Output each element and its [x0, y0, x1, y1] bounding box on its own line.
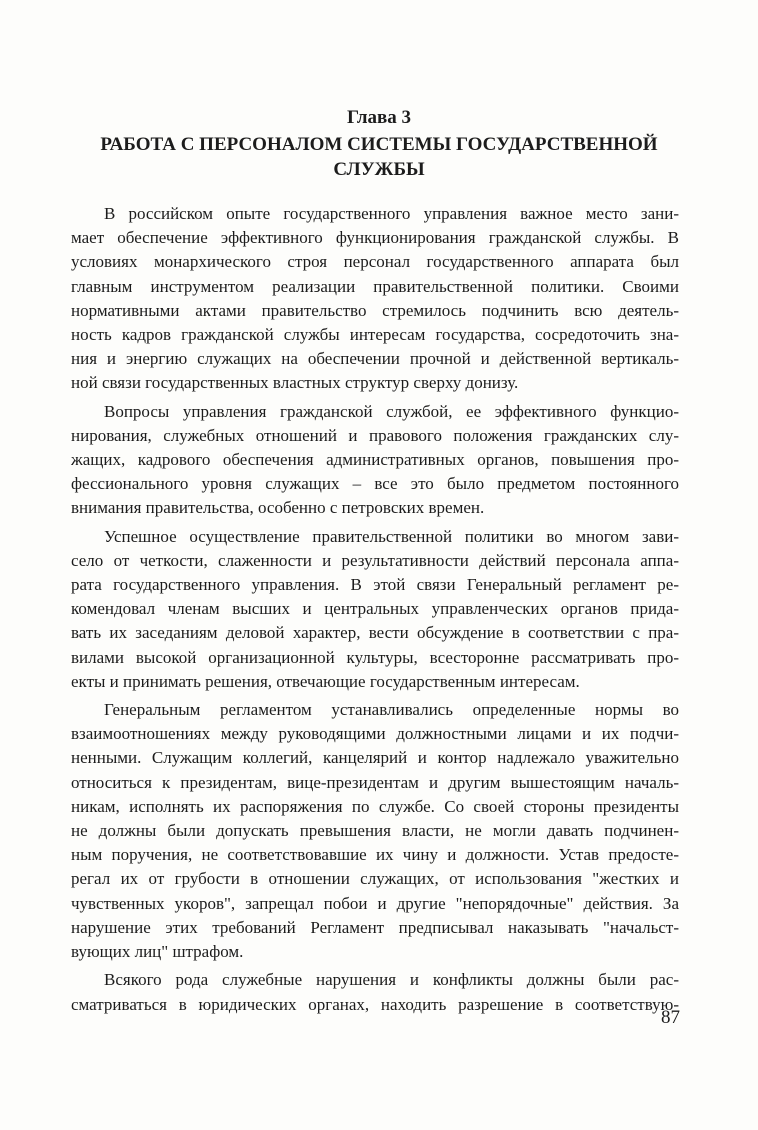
paragraph-line: нарушение этих требований Регламент предписывал наказывать "начальст- — [71, 917, 679, 937]
paragraph-line: вующих лиц" штрафом. — [71, 942, 244, 962]
paragraph-line: Генеральным регламентом устанавливались определенные нормы во — [104, 700, 679, 720]
paragraph-line: вилами высокой организационной культуры, всесторонне рассматривать про- — [71, 647, 679, 667]
paragraph-line: Вопросы управления гражданской службой, ее эффективного функцио- — [104, 401, 679, 421]
paragraph-line: село от четкости, слаженности и результативности действий персонала аппа- — [71, 550, 679, 570]
paragraph-line: сматриваться в юридических органах, находить разрешение в соответствую- — [71, 994, 679, 1014]
paragraph-line: Успешное осуществление правительственной политики во многом зави- — [104, 526, 679, 546]
paragraph — [71, 400, 679, 521]
paragraph — [71, 968, 679, 1016]
paragraph-line: вать их заседаниям деловой характер, вести обсуждение в соответствии с пра- — [71, 623, 679, 643]
paragraph-line: В российском опыте государственного управления важное место зани- — [104, 204, 679, 223]
chapter-title-line: РАБОТА С ПЕРСОНАЛОМ СИСТЕМЫ ГОСУДАРСТВЕННОЙ — [100, 134, 658, 155]
paragraph-line: ния и энергию служащих на обеспечении прочной и действенной вертикаль- — [71, 349, 679, 369]
paragraph-line: никам, исполнять их распоряжения по службе. Со своей стороны президенты — [71, 796, 679, 816]
paragraph-line: жащих, кадрового обеспечения административных органов, повышения про- — [71, 450, 679, 470]
body-text — [71, 202, 679, 1021]
paragraph — [71, 202, 679, 396]
chapter-title-line: СЛУЖБЫ — [333, 159, 425, 180]
paragraph-line: екты и принимать решения, отвечающие государственным интересам. — [71, 671, 580, 691]
chapter-label: Глава 3 — [346, 107, 412, 128]
paragraph-line: регал их от грубости в отношении служащих, от использования "жестких и — [71, 869, 679, 889]
paragraph — [71, 698, 679, 964]
paragraph-line: ненными. Служащим коллегий, канцелярий и контор надлежало уважительно — [71, 748, 679, 768]
paragraph-line: фессионального уровня служащих – все это было предметом постоянного — [71, 474, 679, 494]
paragraph-line: нормативными актами правительство стремилось подчинить всю деятель- — [71, 300, 679, 320]
paragraph-line: ной связи государственных властных структур сверху донизу. — [71, 373, 519, 393]
paragraph-line: не должны были допускать превышения власти, не могли давать подчинен- — [71, 821, 679, 841]
paragraph-line: ность кадров гражданской службы интересам государства, сосредоточить зна- — [71, 325, 679, 345]
paragraph-line: нирования, служебных отношений и правового положения гражданских слу- — [71, 425, 679, 445]
paragraph-line: ным поручения, не соответствовавшие их чину и должности. Устав предосте- — [71, 845, 679, 865]
chapter-title — [0, 132, 758, 182]
paragraph-line: главным инструментом реализации правительственной политики. Своими — [71, 276, 679, 296]
paragraph-line: мает обеспечение эффективного функционирования гражданской службы. В — [71, 228, 679, 248]
paragraph — [71, 525, 679, 694]
paragraph-line: внимания правительства, особенно с петровских времен. — [71, 498, 485, 518]
page-number: 87 — [661, 1007, 680, 1028]
paragraph-line: чувственных укоров", запрещал побои и другие "непорядочные" действия. За — [71, 893, 679, 913]
paragraph-line: комендовал членам высших и центральных управленческих органов прида- — [71, 599, 679, 619]
paragraph-line: взаимоотношениях между руководящими должностными лицами и их подчи- — [71, 724, 679, 744]
paragraph-line: относиться к президентам, вице-президентам и другим вышестоящим началь- — [71, 772, 679, 792]
paragraph-line: Всякого рода служебные нарушения и конфликты должны были рас- — [104, 970, 679, 990]
paragraph-line: рата государственного управления. В этой связи Генеральный регламент ре- — [71, 575, 679, 595]
paragraph-line: условиях монархического строя персонал государственного аппарата был — [71, 252, 679, 272]
